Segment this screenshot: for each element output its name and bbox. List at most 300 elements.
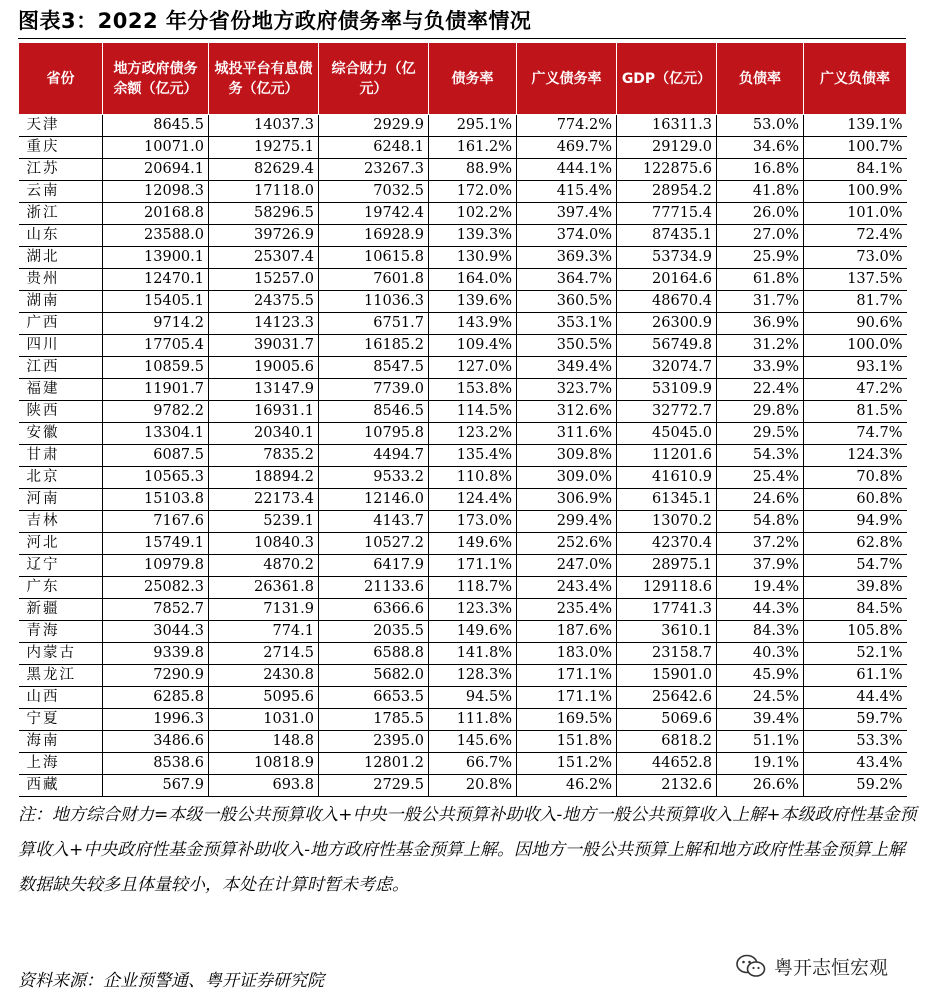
cell-gov-debt-balance: 6087.5 [103, 445, 209, 467]
cell-debt-ratio: 173.0% [429, 511, 517, 533]
table-row [19, 203, 907, 225]
cell-broad-debt-ratio: 350.5% [517, 335, 617, 357]
cell-gdp: 23158.7 [617, 643, 717, 665]
cell-comprehensive-revenue: 10795.8 [319, 423, 429, 445]
cell-province: 青海 [19, 621, 103, 643]
cell-province: 内蒙古 [19, 643, 103, 665]
cell-debt-ratio: 109.4% [429, 335, 517, 357]
cell-province: 西藏 [19, 775, 103, 797]
cell-province: 云南 [19, 181, 103, 203]
cell-province: 河北 [19, 533, 103, 555]
cell-gdp: 48670.4 [617, 291, 717, 313]
cell-comprehensive-revenue: 6588.8 [319, 643, 429, 665]
cell-broad-debt-ratio: 774.2% [517, 115, 617, 137]
table-body [19, 115, 907, 797]
cell-broad-liability-ratio: 84.1% [804, 159, 907, 181]
cell-gov-debt-balance: 9782.2 [103, 401, 209, 423]
cell-liability-ratio: 24.6% [717, 489, 804, 511]
table-row [19, 731, 907, 753]
cell-comprehensive-revenue: 2035.5 [319, 621, 429, 643]
cell-gdp: 25642.6 [617, 687, 717, 709]
cell-broad-debt-ratio: 312.6% [517, 401, 617, 423]
cell-comprehensive-revenue: 10527.2 [319, 533, 429, 555]
cell-province: 重庆 [19, 137, 103, 159]
cell-liability-ratio: 39.4% [717, 709, 804, 731]
cell-gdp: 129118.6 [617, 577, 717, 599]
table-row [19, 225, 907, 247]
table-row [19, 357, 907, 379]
cell-comprehensive-revenue: 6417.9 [319, 555, 429, 577]
table-note: 注：地方综合财力=本级一般公共预算收入+中央一般公共预算补助收入-地方一般公共预算收入上解+本级政府性基金预算收入+中央政府性基金预算补助收入-地方政府性基金预算上解。因地方一般公共预算上解和地方政府性基金预算上解数据缺失较多且体量较小，本处在计算时暂未考虑。 [18, 805, 917, 895]
cell-broad-debt-ratio: 151.2% [517, 753, 617, 775]
cell-gov-debt-balance: 10859.5 [103, 357, 209, 379]
cell-province: 河南 [19, 489, 103, 511]
cell-comprehensive-revenue: 4494.7 [319, 445, 429, 467]
cell-gov-debt-balance: 10071.0 [103, 137, 209, 159]
cell-broad-liability-ratio: 94.9% [804, 511, 907, 533]
watermark-text: 粤开志恒宏观 [774, 956, 889, 979]
table-row [19, 379, 907, 401]
header-broad-debt-ratio: 广义债务率 [517, 43, 617, 115]
cell-comprehensive-revenue: 21133.6 [319, 577, 429, 599]
cell-comprehensive-revenue: 10615.8 [319, 247, 429, 269]
cell-gdp: 5069.6 [617, 709, 717, 731]
cell-liability-ratio: 25.9% [717, 247, 804, 269]
cell-broad-debt-ratio: 360.5% [517, 291, 617, 313]
cell-lgfv-debt: 22173.4 [209, 489, 319, 511]
cell-debt-ratio: 135.4% [429, 445, 517, 467]
cell-lgfv-debt: 25307.4 [209, 247, 319, 269]
table-row [19, 313, 907, 335]
cell-broad-liability-ratio: 70.8% [804, 467, 907, 489]
cell-lgfv-debt: 14037.3 [209, 115, 319, 137]
cell-lgfv-debt: 82629.4 [209, 159, 319, 181]
cell-liability-ratio: 19.1% [717, 753, 804, 775]
cell-lgfv-debt: 26361.8 [209, 577, 319, 599]
cell-lgfv-debt: 15257.0 [209, 269, 319, 291]
cell-debt-ratio: 118.7% [429, 577, 517, 599]
cell-comprehensive-revenue: 2729.5 [319, 775, 429, 797]
cell-broad-liability-ratio: 90.6% [804, 313, 907, 335]
cell-broad-debt-ratio: 309.8% [517, 445, 617, 467]
cell-liability-ratio: 37.9% [717, 555, 804, 577]
cell-comprehensive-revenue: 11036.3 [319, 291, 429, 313]
cell-lgfv-debt: 2430.8 [209, 665, 319, 687]
cell-comprehensive-revenue: 9533.2 [319, 467, 429, 489]
cell-debt-ratio: 153.8% [429, 379, 517, 401]
cell-comprehensive-revenue: 6366.6 [319, 599, 429, 621]
cell-broad-liability-ratio: 39.8% [804, 577, 907, 599]
table-row [19, 401, 907, 423]
cell-province: 福建 [19, 379, 103, 401]
cell-gdp: 13070.2 [617, 511, 717, 533]
cell-broad-debt-ratio: 243.4% [517, 577, 617, 599]
cell-debt-ratio: 172.0% [429, 181, 517, 203]
cell-debt-ratio: 149.6% [429, 533, 517, 555]
cell-province: 湖北 [19, 247, 103, 269]
cell-gov-debt-balance: 13304.1 [103, 423, 209, 445]
title-divider [18, 38, 906, 39]
cell-debt-ratio: 161.2% [429, 137, 517, 159]
cell-comprehensive-revenue: 8546.5 [319, 401, 429, 423]
cell-liability-ratio: 44.3% [717, 599, 804, 621]
cell-comprehensive-revenue: 7739.0 [319, 379, 429, 401]
cell-province: 贵州 [19, 269, 103, 291]
cell-gdp: 11201.6 [617, 445, 717, 467]
table-row [19, 533, 907, 555]
cell-gov-debt-balance: 10565.3 [103, 467, 209, 489]
cell-broad-liability-ratio: 100.7% [804, 137, 907, 159]
cell-liability-ratio: 51.1% [717, 731, 804, 753]
table-row [19, 115, 907, 137]
cell-liability-ratio: 16.8% [717, 159, 804, 181]
cell-lgfv-debt: 4870.2 [209, 555, 319, 577]
cell-province: 江苏 [19, 159, 103, 181]
cell-province: 甘肃 [19, 445, 103, 467]
cell-comprehensive-revenue: 6751.7 [319, 313, 429, 335]
cell-lgfv-debt: 5239.1 [209, 511, 319, 533]
cell-debt-ratio: 88.9% [429, 159, 517, 181]
cell-province: 海南 [19, 731, 103, 753]
cell-lgfv-debt: 39726.9 [209, 225, 319, 247]
data-source: 资料来源：企业预警通、粤开证券研究院 [18, 971, 324, 991]
cell-debt-ratio: 123.2% [429, 423, 517, 445]
cell-gov-debt-balance: 25082.3 [103, 577, 209, 599]
cell-lgfv-debt: 1031.0 [209, 709, 319, 731]
cell-gov-debt-balance: 15749.1 [103, 533, 209, 555]
cell-broad-liability-ratio: 54.7% [804, 555, 907, 577]
cell-gov-debt-balance: 20168.8 [103, 203, 209, 225]
cell-gdp: 53734.9 [617, 247, 717, 269]
table-row [19, 247, 907, 269]
cell-lgfv-debt: 7131.9 [209, 599, 319, 621]
cell-liability-ratio: 19.4% [717, 577, 804, 599]
table-row [19, 577, 907, 599]
cell-debt-ratio: 66.7% [429, 753, 517, 775]
cell-broad-debt-ratio: 169.5% [517, 709, 617, 731]
cell-gov-debt-balance: 8538.6 [103, 753, 209, 775]
cell-lgfv-debt: 10840.3 [209, 533, 319, 555]
cell-liability-ratio: 26.0% [717, 203, 804, 225]
cell-province: 吉林 [19, 511, 103, 533]
cell-gov-debt-balance: 23588.0 [103, 225, 209, 247]
cell-gdp: 29129.0 [617, 137, 717, 159]
cell-province: 广西 [19, 313, 103, 335]
cell-province: 山西 [19, 687, 103, 709]
cell-lgfv-debt: 693.8 [209, 775, 319, 797]
cell-broad-liability-ratio: 72.4% [804, 225, 907, 247]
cell-broad-liability-ratio: 100.0% [804, 335, 907, 357]
cell-gdp: 32074.7 [617, 357, 717, 379]
cell-comprehensive-revenue: 1785.5 [319, 709, 429, 731]
cell-gov-debt-balance: 20694.1 [103, 159, 209, 181]
cell-lgfv-debt: 16931.1 [209, 401, 319, 423]
cell-comprehensive-revenue: 16928.9 [319, 225, 429, 247]
cell-broad-liability-ratio: 60.8% [804, 489, 907, 511]
cell-lgfv-debt: 5095.6 [209, 687, 319, 709]
cell-broad-liability-ratio: 84.5% [804, 599, 907, 621]
cell-lgfv-debt: 774.1 [209, 621, 319, 643]
cell-lgfv-debt: 24375.5 [209, 291, 319, 313]
cell-broad-debt-ratio: 369.3% [517, 247, 617, 269]
cell-lgfv-debt: 7835.2 [209, 445, 319, 467]
cell-province: 黑龙江 [19, 665, 103, 687]
cell-gdp: 26300.9 [617, 313, 717, 335]
cell-gov-debt-balance: 9339.8 [103, 643, 209, 665]
cell-gov-debt-balance: 3044.3 [103, 621, 209, 643]
cell-liability-ratio: 27.0% [717, 225, 804, 247]
cell-gdp: 87435.1 [617, 225, 717, 247]
cell-liability-ratio: 36.9% [717, 313, 804, 335]
cell-broad-debt-ratio: 374.0% [517, 225, 617, 247]
cell-liability-ratio: 61.8% [717, 269, 804, 291]
cell-debt-ratio: 128.3% [429, 665, 517, 687]
cell-province: 上海 [19, 753, 103, 775]
cell-debt-ratio: 127.0% [429, 357, 517, 379]
cell-lgfv-debt: 14123.3 [209, 313, 319, 335]
cell-comprehensive-revenue: 23267.3 [319, 159, 429, 181]
wechat-icon [736, 954, 766, 978]
cell-broad-liability-ratio: 100.9% [804, 181, 907, 203]
cell-comprehensive-revenue: 6653.5 [319, 687, 429, 709]
cell-debt-ratio: 295.1% [429, 115, 517, 137]
cell-lgfv-debt: 39031.7 [209, 335, 319, 357]
cell-gov-debt-balance: 567.9 [103, 775, 209, 797]
header-gov-debt-balance: 地方政府债务余额（亿元） [103, 43, 209, 115]
cell-gov-debt-balance: 17705.4 [103, 335, 209, 357]
cell-broad-debt-ratio: 252.6% [517, 533, 617, 555]
cell-gdp: 28975.1 [617, 555, 717, 577]
cell-gdp: 42370.4 [617, 533, 717, 555]
cell-debt-ratio: 171.1% [429, 555, 517, 577]
cell-liability-ratio: 31.7% [717, 291, 804, 313]
cell-comprehensive-revenue: 19742.4 [319, 203, 429, 225]
cell-debt-ratio: 20.8% [429, 775, 517, 797]
cell-comprehensive-revenue: 12801.2 [319, 753, 429, 775]
cell-lgfv-debt: 10818.9 [209, 753, 319, 775]
header-lgfv-debt: 城投平台有息债务（亿元） [209, 43, 319, 115]
cell-gdp: 32772.7 [617, 401, 717, 423]
cell-debt-ratio: 149.6% [429, 621, 517, 643]
cell-lgfv-debt: 2714.5 [209, 643, 319, 665]
cell-lgfv-debt: 13147.9 [209, 379, 319, 401]
cell-comprehensive-revenue: 4143.7 [319, 511, 429, 533]
cell-liability-ratio: 40.3% [717, 643, 804, 665]
cell-gov-debt-balance: 15405.1 [103, 291, 209, 313]
cell-gov-debt-balance: 1996.3 [103, 709, 209, 731]
table-row [19, 423, 907, 445]
cell-broad-liability-ratio: 137.5% [804, 269, 907, 291]
watermark [736, 950, 888, 982]
table-row [19, 621, 907, 643]
cell-comprehensive-revenue: 12146.0 [319, 489, 429, 511]
cell-broad-liability-ratio: 101.0% [804, 203, 907, 225]
cell-debt-ratio: 145.6% [429, 731, 517, 753]
cell-broad-liability-ratio: 105.8% [804, 621, 907, 643]
table-row [19, 159, 907, 181]
cell-broad-debt-ratio: 349.4% [517, 357, 617, 379]
cell-broad-debt-ratio: 397.4% [517, 203, 617, 225]
cell-comprehensive-revenue: 6248.1 [319, 137, 429, 159]
cell-gdp: 45045.0 [617, 423, 717, 445]
cell-broad-liability-ratio: 139.1% [804, 115, 907, 137]
cell-gov-debt-balance: 12098.3 [103, 181, 209, 203]
header-liability-ratio: 负债率 [717, 43, 804, 115]
cell-liability-ratio: 29.5% [717, 423, 804, 445]
cell-lgfv-debt: 19005.6 [209, 357, 319, 379]
cell-liability-ratio: 25.4% [717, 467, 804, 489]
cell-debt-ratio: 164.0% [429, 269, 517, 291]
cell-gov-debt-balance: 7290.9 [103, 665, 209, 687]
cell-gdp: 20164.6 [617, 269, 717, 291]
cell-gdp: 53109.9 [617, 379, 717, 401]
cell-broad-liability-ratio: 59.7% [804, 709, 907, 731]
cell-broad-debt-ratio: 353.1% [517, 313, 617, 335]
cell-province: 广东 [19, 577, 103, 599]
cell-province: 江西 [19, 357, 103, 379]
cell-broad-liability-ratio: 61.1% [804, 665, 907, 687]
cell-province: 天津 [19, 115, 103, 137]
cell-lgfv-debt: 18894.2 [209, 467, 319, 489]
cell-gdp: 16311.3 [617, 115, 717, 137]
cell-liability-ratio: 24.5% [717, 687, 804, 709]
cell-lgfv-debt: 20340.1 [209, 423, 319, 445]
cell-debt-ratio: 141.8% [429, 643, 517, 665]
header-broad-liability-ratio: 广义负债率 [804, 43, 907, 115]
cell-broad-debt-ratio: 444.1% [517, 159, 617, 181]
cell-lgfv-debt: 19275.1 [209, 137, 319, 159]
cell-province: 新疆 [19, 599, 103, 621]
cell-gdp: 56749.8 [617, 335, 717, 357]
cell-gov-debt-balance: 7852.7 [103, 599, 209, 621]
cell-gdp: 15901.0 [617, 665, 717, 687]
cell-broad-liability-ratio: 124.3% [804, 445, 907, 467]
cell-broad-debt-ratio: 299.4% [517, 511, 617, 533]
cell-broad-liability-ratio: 93.1% [804, 357, 907, 379]
cell-liability-ratio: 33.9% [717, 357, 804, 379]
cell-broad-debt-ratio: 151.8% [517, 731, 617, 753]
cell-debt-ratio: 143.9% [429, 313, 517, 335]
cell-liability-ratio: 45.9% [717, 665, 804, 687]
cell-broad-liability-ratio: 62.8% [804, 533, 907, 555]
cell-province: 安徽 [19, 423, 103, 445]
cell-gov-debt-balance: 11901.7 [103, 379, 209, 401]
table-row [19, 291, 907, 313]
cell-lgfv-debt: 17118.0 [209, 181, 319, 203]
cell-liability-ratio: 22.4% [717, 379, 804, 401]
cell-broad-debt-ratio: 364.7% [517, 269, 617, 291]
cell-debt-ratio: 124.4% [429, 489, 517, 511]
cell-province: 辽宁 [19, 555, 103, 577]
cell-debt-ratio: 94.5% [429, 687, 517, 709]
cell-broad-debt-ratio: 235.4% [517, 599, 617, 621]
cell-debt-ratio: 130.9% [429, 247, 517, 269]
cell-gov-debt-balance: 15103.8 [103, 489, 209, 511]
cell-debt-ratio: 110.8% [429, 467, 517, 489]
cell-debt-ratio: 139.6% [429, 291, 517, 313]
cell-gov-debt-balance: 3486.6 [103, 731, 209, 753]
cell-broad-debt-ratio: 306.9% [517, 489, 617, 511]
cell-liability-ratio: 41.8% [717, 181, 804, 203]
cell-broad-liability-ratio: 73.0% [804, 247, 907, 269]
cell-gdp: 61345.1 [617, 489, 717, 511]
cell-broad-debt-ratio: 187.6% [517, 621, 617, 643]
cell-liability-ratio: 54.3% [717, 445, 804, 467]
cell-province: 山东 [19, 225, 103, 247]
cell-broad-liability-ratio: 81.5% [804, 401, 907, 423]
cell-broad-liability-ratio: 74.7% [804, 423, 907, 445]
cell-broad-liability-ratio: 81.7% [804, 291, 907, 313]
table-row [19, 269, 907, 291]
header-province: 省份 [19, 43, 103, 115]
cell-province: 宁夏 [19, 709, 103, 731]
cell-comprehensive-revenue: 7601.8 [319, 269, 429, 291]
cell-broad-debt-ratio: 171.1% [517, 687, 617, 709]
cell-broad-debt-ratio: 469.7% [517, 137, 617, 159]
table-header-row [19, 43, 907, 115]
cell-broad-debt-ratio: 309.0% [517, 467, 617, 489]
cell-comprehensive-revenue: 8547.5 [319, 357, 429, 379]
cell-debt-ratio: 123.3% [429, 599, 517, 621]
cell-gdp: 77715.4 [617, 203, 717, 225]
cell-gdp: 6818.2 [617, 731, 717, 753]
cell-gov-debt-balance: 10979.8 [103, 555, 209, 577]
cell-gov-debt-balance: 13900.1 [103, 247, 209, 269]
table-row [19, 687, 907, 709]
cell-liability-ratio: 31.2% [717, 335, 804, 357]
debt-ratio-table [18, 42, 907, 797]
table-row [19, 665, 907, 687]
cell-broad-liability-ratio: 47.2% [804, 379, 907, 401]
table-row [19, 489, 907, 511]
header-comprehensive-revenue: 综合财力（亿元） [319, 43, 429, 115]
table-row [19, 643, 907, 665]
cell-gov-debt-balance: 7167.6 [103, 511, 209, 533]
cell-debt-ratio: 139.3% [429, 225, 517, 247]
cell-broad-liability-ratio: 53.3% [804, 731, 907, 753]
header-debt-ratio: 债务率 [429, 43, 517, 115]
cell-debt-ratio: 114.5% [429, 401, 517, 423]
table-row [19, 599, 907, 621]
cell-gdp: 28954.2 [617, 181, 717, 203]
table-row [19, 511, 907, 533]
cell-province: 湖南 [19, 291, 103, 313]
cell-province: 陕西 [19, 401, 103, 423]
cell-gov-debt-balance: 9714.2 [103, 313, 209, 335]
cell-broad-debt-ratio: 171.1% [517, 665, 617, 687]
cell-broad-liability-ratio: 59.2% [804, 775, 907, 797]
cell-gdp: 2132.6 [617, 775, 717, 797]
header-gdp: GDP（亿元） [617, 43, 717, 115]
cell-lgfv-debt: 148.8 [209, 731, 319, 753]
cell-comprehensive-revenue: 7032.5 [319, 181, 429, 203]
table-row [19, 335, 907, 357]
cell-gdp: 122875.6 [617, 159, 717, 181]
cell-liability-ratio: 84.3% [717, 621, 804, 643]
document-title: 图表3：2022 年分省份地方政府债务率与负债率情况 [18, 9, 532, 33]
table-row [19, 709, 907, 731]
cell-lgfv-debt: 58296.5 [209, 203, 319, 225]
cell-broad-liability-ratio: 43.4% [804, 753, 907, 775]
cell-gdp: 41610.9 [617, 467, 717, 489]
cell-comprehensive-revenue: 2929.9 [319, 115, 429, 137]
cell-gov-debt-balance: 8645.5 [103, 115, 209, 137]
table-row [19, 467, 907, 489]
cell-comprehensive-revenue: 5682.0 [319, 665, 429, 687]
cell-broad-debt-ratio: 46.2% [517, 775, 617, 797]
table-row [19, 445, 907, 467]
cell-liability-ratio: 26.6% [717, 775, 804, 797]
